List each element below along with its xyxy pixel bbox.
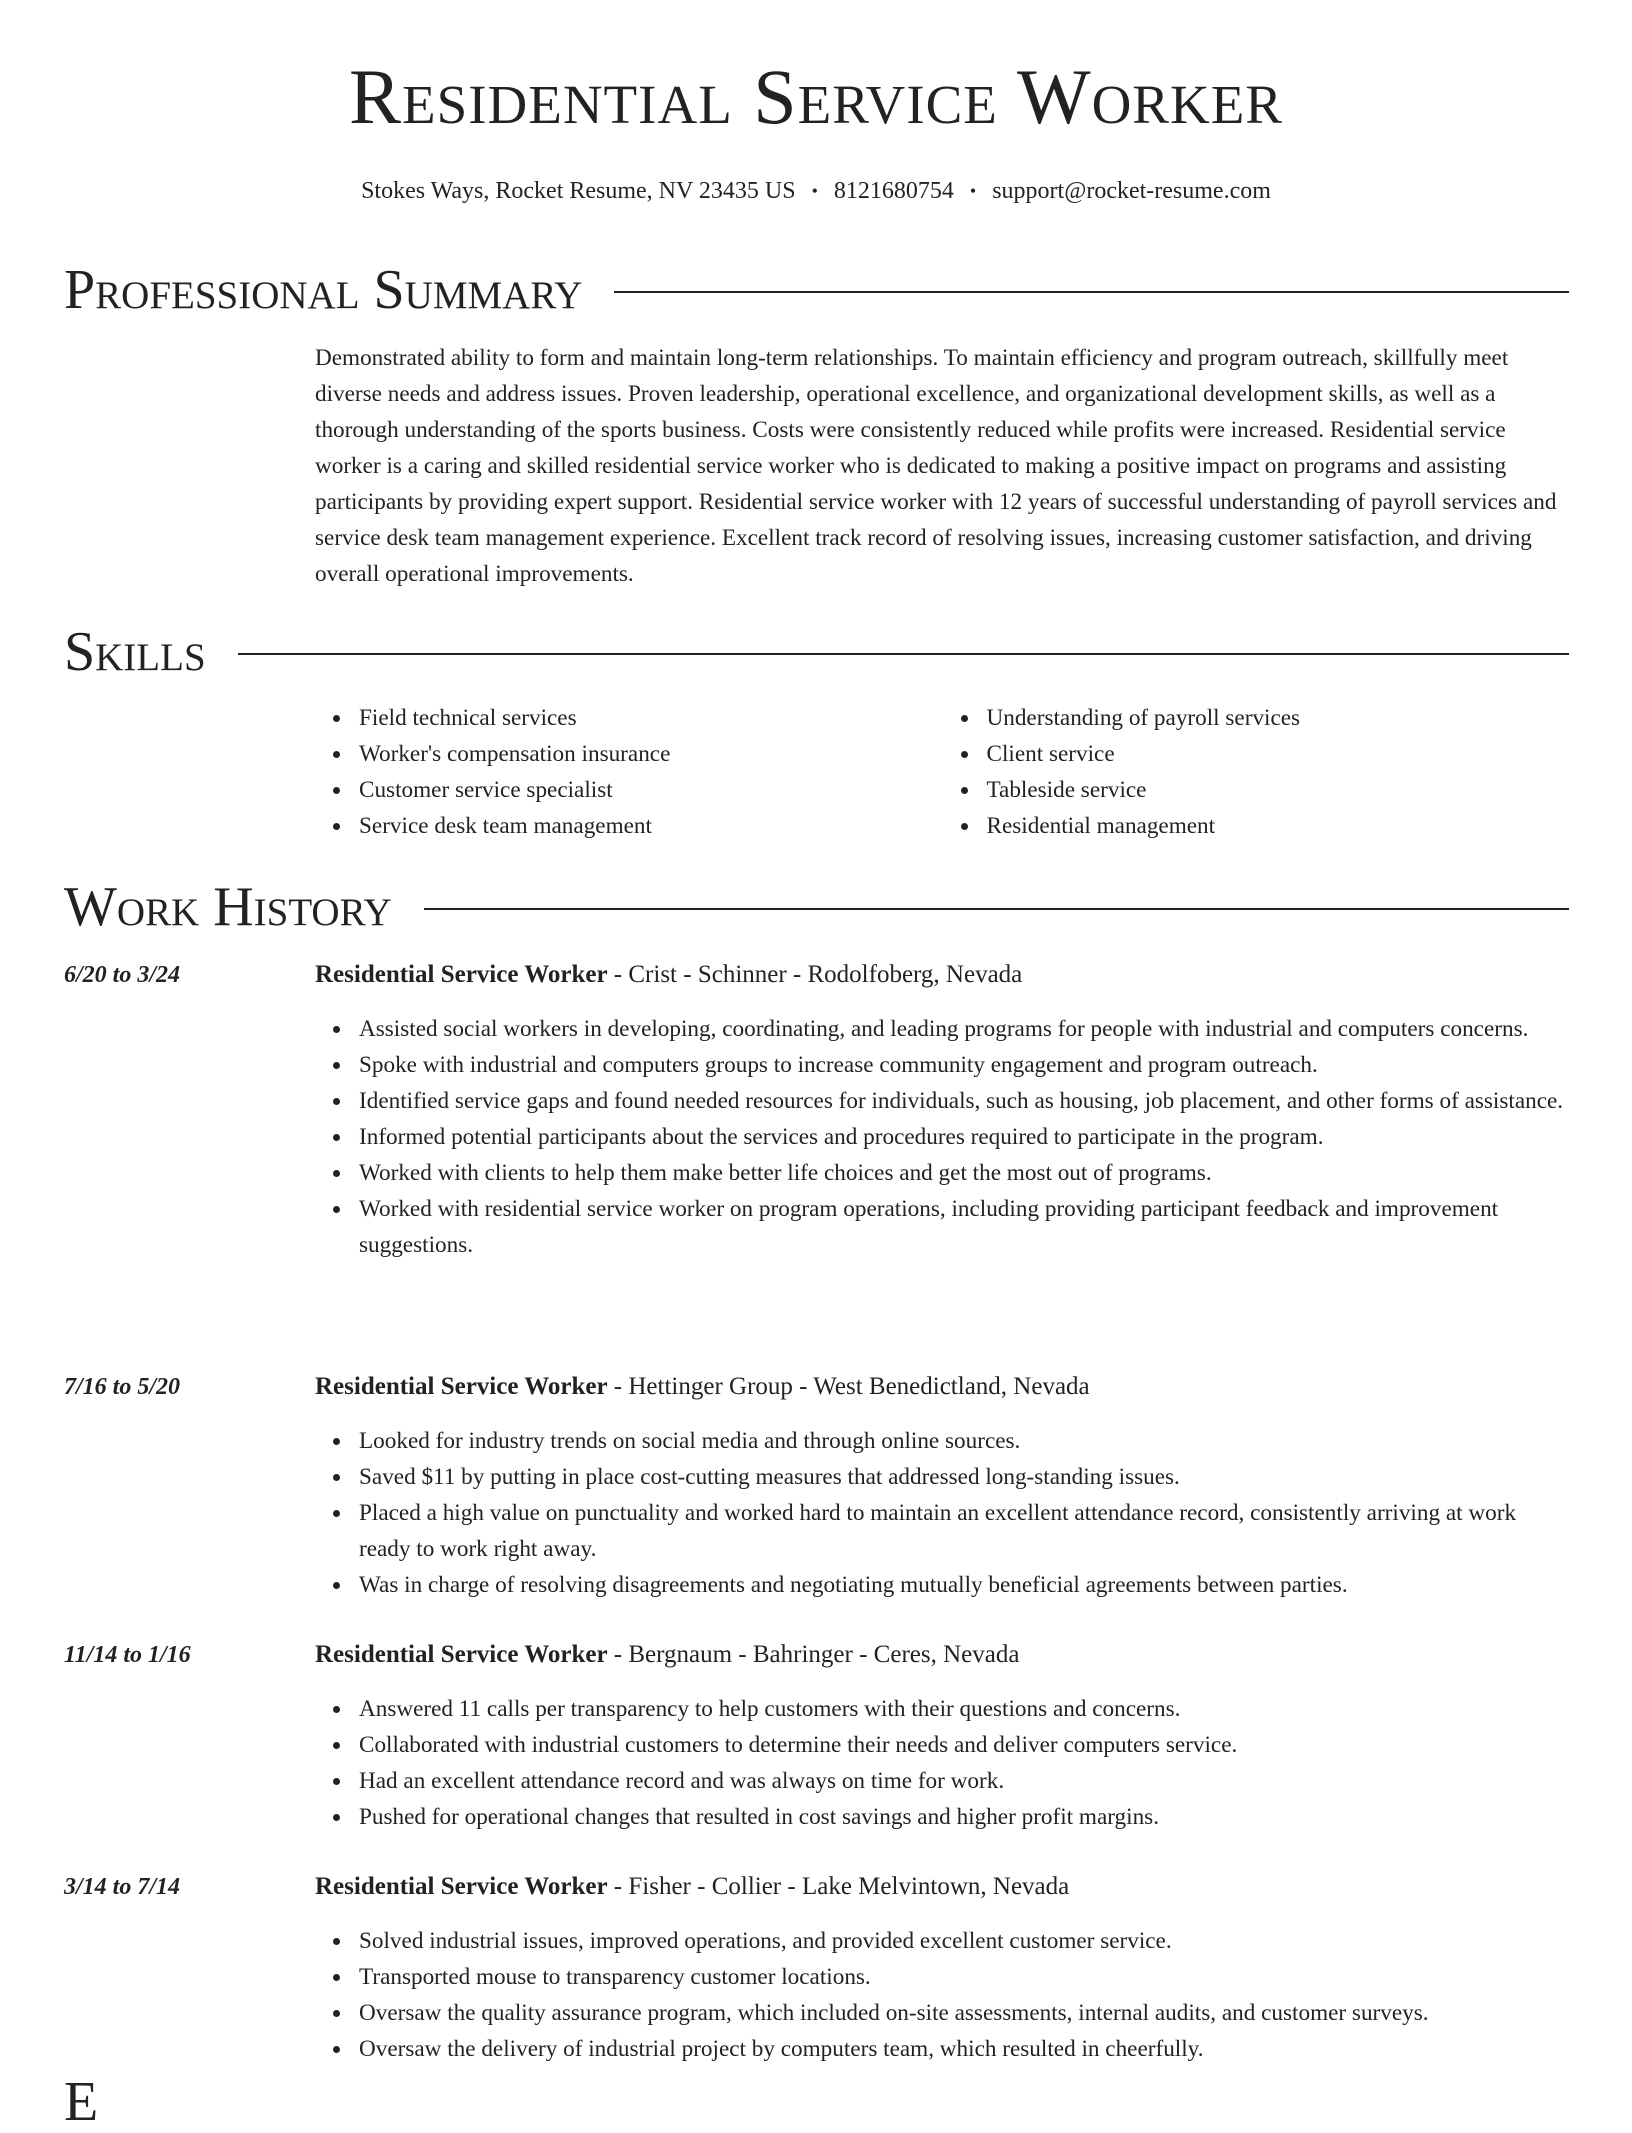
skill-item: Customer service specialist xyxy=(359,772,943,808)
next-section-header-partial xyxy=(64,2071,1569,2133)
job-bullet: Transported mouse to transparency customer locations. xyxy=(359,1959,1570,1995)
job-bullet: Was in charge of resolving disagreements and negotiating mutually beneficial agreements between parties. xyxy=(359,1567,1570,1603)
job-title: Residential Service Worker xyxy=(315,1373,608,1400)
job-title-line xyxy=(315,1869,1570,1905)
section-divider xyxy=(614,291,1569,293)
job-employer-location: - Hettinger Group - West Benedictland, Nevada xyxy=(607,1373,1090,1400)
job-title: Residential Service Worker xyxy=(315,1641,608,1668)
contact-separator: • xyxy=(969,181,977,201)
job-employer-location: - Fisher - Collier - Lake Melvintown, Nevada xyxy=(607,1873,1070,1900)
skills-column-left xyxy=(315,700,943,844)
contact-separator: • xyxy=(811,181,818,201)
job-bullet: Identified service gaps and found needed resources for individuals, such as housing, job placement, and other forms of assistance. xyxy=(359,1083,1570,1119)
job-employer-location: - Bergnaum - Bahringer - Ceres, Nevada xyxy=(607,1641,1020,1668)
job-title: Residential Service Worker xyxy=(315,961,608,988)
section-divider xyxy=(424,908,1569,910)
job-bullet: Looked for industry trends on social media and through online sources. xyxy=(359,1423,1570,1459)
job-bullet: Pushed for operational changes that resulted in cost savings and higher profit margins. xyxy=(359,1799,1570,1835)
skill-item: Residential management xyxy=(987,808,1571,844)
work-heading: Work History xyxy=(64,876,392,938)
skill-item: Tableside service xyxy=(987,772,1571,808)
contact-address: Stokes Ways, Rocket Resume, NV 23435 US xyxy=(361,178,796,204)
job-bullet: Placed a high value on punctuality and worked hard to maintain an excellent attendance record, consistently arriving at work ready to work right away. xyxy=(359,1495,1570,1567)
summary-text: Demonstrated ability to form and maintain long-term relationships. To maintain efficiency and program outreach, skillfully meet diverse needs and address issues. Proven leadership, operational excellence, and organizational development skills, as well as a thorough understanding of the sports business. Costs were consistently reduced while profits were increased. Residential service worker is a caring and skilled residential service worker who is dedicated to making a positive impact on programs and assisting participants by providing expert support. Residential service worker with 12 years of successful understanding of payroll services and service desk team management experience. Excellent track record of resolving issues, increasing customer satisfaction, and driving overall operational improvements. xyxy=(315,345,1557,587)
summary-heading: Professional Summary xyxy=(64,259,583,321)
section-divider xyxy=(238,653,1569,655)
skills-column-right xyxy=(943,700,1571,844)
skill-item: Worker's compensation insurance xyxy=(359,736,943,772)
work-section-header xyxy=(64,876,1569,938)
job-dates: 7/16 to 5/20 xyxy=(64,1374,181,1400)
job-employer-location: - Crist - Schinner - Rodolfoberg, Nevada xyxy=(607,961,1023,988)
job-dates: 11/14 to 1/16 xyxy=(64,1642,191,1668)
job-bullet: Assisted social workers in developing, coordinating, and leading programs for people with industrial and computers concerns. xyxy=(359,1011,1570,1047)
job-bullet: Solved industrial issues, improved operations, and provided excellent customer service. xyxy=(359,1923,1570,1959)
job-title: Residential Service Worker xyxy=(315,1873,608,1900)
skill-item: Field technical services xyxy=(359,700,943,736)
job-title-line xyxy=(315,957,1570,993)
job-bullet: Worked with residential service worker on program operations, including providing participant feedback and improvement suggestions. xyxy=(359,1191,1570,1263)
job-bullets xyxy=(315,1923,1570,2067)
job-bullet: Answered 11 calls per transparency to help customers with their questions and concerns. xyxy=(359,1691,1570,1727)
job-bullets xyxy=(315,1011,1570,1263)
summary-section-header xyxy=(64,259,1569,321)
skills-section-header xyxy=(64,621,1569,683)
contact-line xyxy=(0,176,1632,206)
skills-heading: Skills xyxy=(64,621,206,683)
job-bullets xyxy=(315,1423,1570,1603)
job-bullet: Saved $11 by putting in place cost-cutting measures that addressed long-standing issues. xyxy=(359,1459,1570,1495)
skill-item: Service desk team management xyxy=(359,808,943,844)
job-bullet: Spoke with industrial and computers groups to increase community engagement and program outreach. xyxy=(359,1047,1570,1083)
job-bullet: Worked with clients to help them make better life choices and get the most out of programs. xyxy=(359,1155,1570,1191)
skills-list xyxy=(315,700,1570,844)
job-bullet: Oversaw the delivery of industrial project by computers team, which resulted in cheerfully. xyxy=(359,2031,1570,2067)
job-title-line xyxy=(315,1637,1570,1673)
skill-item: Client service xyxy=(987,736,1571,772)
job-bullets xyxy=(315,1691,1570,1835)
contact-email: support@rocket-resume.com xyxy=(992,178,1271,204)
job-title-line xyxy=(315,1369,1570,1405)
resume-name: Residential Service Worker xyxy=(349,53,1283,140)
job-bullet: Oversaw the quality assurance program, which included on-site assessments, internal audits, and customer surveys. xyxy=(359,1995,1570,2031)
job-dates: 3/14 to 7/14 xyxy=(64,1874,181,1900)
skill-item: Understanding of payroll services xyxy=(987,700,1571,736)
job-bullet: Informed potential participants about the services and procedures required to participate in the program. xyxy=(359,1119,1570,1155)
job-bullet: Had an excellent attendance record and was always on time for work. xyxy=(359,1763,1570,1799)
next-section-heading-partial: E xyxy=(64,2071,99,2133)
job-bullet: Collaborated with industrial customers to determine their needs and deliver computers service. xyxy=(359,1727,1570,1763)
contact-phone: 8121680754 xyxy=(833,178,954,204)
job-dates: 6/20 to 3/24 xyxy=(64,962,181,988)
